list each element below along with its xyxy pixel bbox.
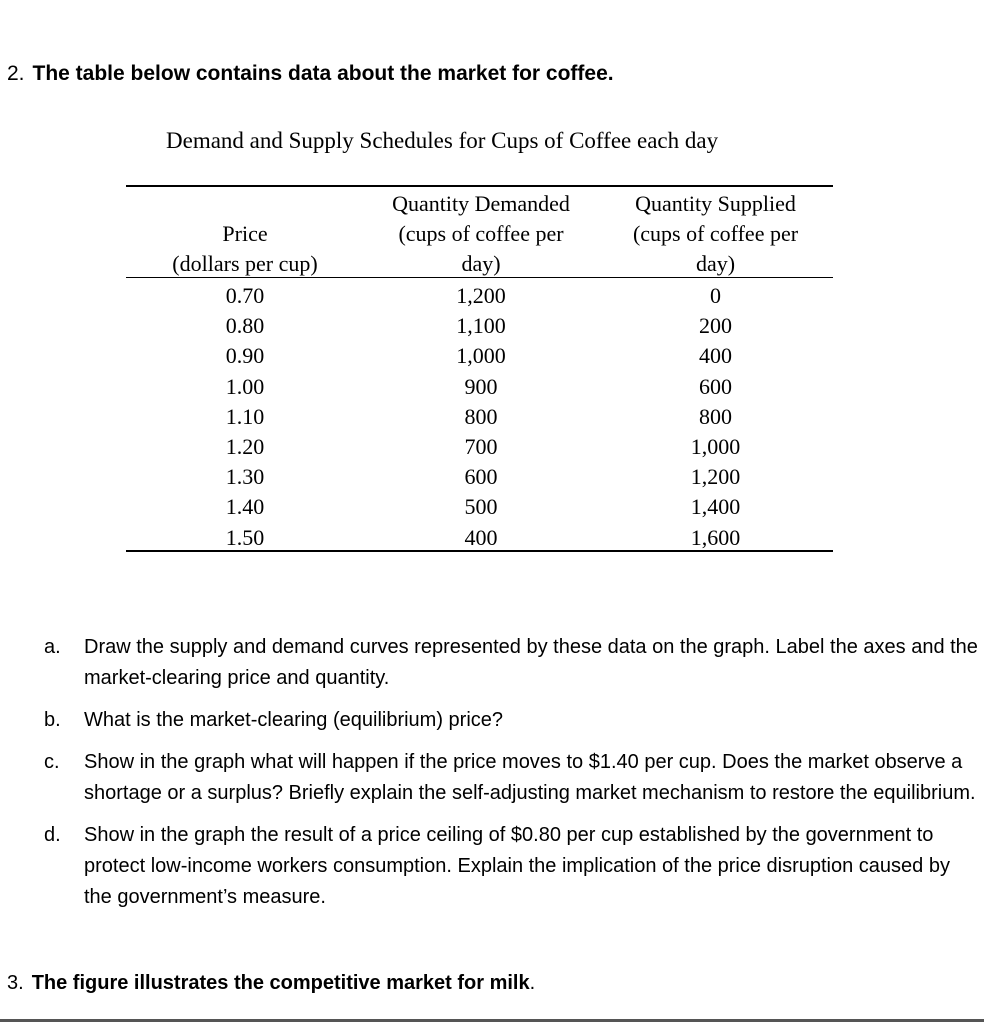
header-qs-line-2: (cups of coffee per <box>632 221 799 246</box>
question-number: 2. <box>7 62 25 85</box>
header-qd-line-3: day) <box>461 251 501 276</box>
header-qd-line-2: (cups of coffee per <box>398 221 564 246</box>
price-cell: 1.50 <box>225 524 265 550</box>
header-quantity-supplied <box>598 189 833 279</box>
header-qs-line-3: day) <box>695 251 736 276</box>
part-text: What is the market-clearing (equilibrium) price? <box>84 709 504 731</box>
qs-cell: 0 <box>710 283 721 308</box>
question-text: The table below contains data about the market for coffee. <box>32 62 614 85</box>
quantity-demanded-column <box>364 281 598 553</box>
header-qs-line-1: Quantity Supplied <box>635 191 796 216</box>
question-parts-list <box>44 632 979 924</box>
part-b <box>44 705 979 736</box>
quantity-supplied-column <box>598 281 833 553</box>
qd-cell: 1,100 <box>456 313 506 339</box>
table-top-rule <box>126 185 833 187</box>
price-cell: 1.00 <box>225 373 265 399</box>
qs-cell: 1,600 <box>690 524 741 550</box>
header-qd-line-1: Quantity Demanded <box>392 191 570 216</box>
qd-cell: 700 <box>464 433 498 459</box>
qs-cell: 400 <box>699 343 732 369</box>
qd-cell: 900 <box>464 373 498 399</box>
question-text: The figure illustrates the competitive market for milk <box>31 972 530 994</box>
table-title: Demand and Supply Schedules for Cups of Coffee each day <box>166 128 719 153</box>
qd-cell: 400 <box>464 524 498 550</box>
page-bottom-divider <box>0 1019 984 1022</box>
price-cell: 0.80 <box>225 313 265 339</box>
header-quantity-demanded <box>364 189 598 279</box>
price-column <box>126 281 364 553</box>
qd-cell: 500 <box>464 494 498 520</box>
qd-cell: 1,000 <box>456 343 506 369</box>
qs-cell: 200 <box>699 313 732 339</box>
part-text: Show in the graph the result of a price ceiling of $0.80 per cup established by the government to protect low-income workers consumption. Explain the implication of the price disruption caused by the government’s measure. <box>84 824 950 908</box>
part-label: c. <box>44 751 60 773</box>
part-label: b. <box>44 709 61 731</box>
part-d <box>44 820 979 913</box>
header-price-line-1: Price <box>222 221 268 246</box>
qs-cell: 600 <box>699 373 732 399</box>
question-2-heading <box>7 62 614 86</box>
question-number: 3. <box>7 972 24 994</box>
part-c <box>44 747 979 809</box>
header-price-line-2: (dollars per cup) <box>172 251 318 276</box>
qs-cell: 1,400 <box>690 494 741 520</box>
price-cell: 0.90 <box>225 343 265 369</box>
qs-cell: 800 <box>699 403 732 429</box>
qd-cell: 600 <box>464 464 498 490</box>
part-label: d. <box>44 824 61 846</box>
part-a <box>44 632 979 694</box>
question-period: . <box>529 972 536 994</box>
part-text: Draw the supply and demand curves represented by these data on the graph. Label the axes and the market-clearing price and quantity. <box>84 636 978 689</box>
qd-cell: 1,200 <box>456 283 506 308</box>
header-price <box>126 219 364 279</box>
price-cell: 1.30 <box>225 464 265 490</box>
part-label: a. <box>44 636 61 658</box>
qd-cell: 800 <box>464 403 498 429</box>
price-cell: 1.20 <box>225 433 265 459</box>
price-cell: 1.40 <box>225 494 265 520</box>
question-3-heading <box>7 972 535 995</box>
price-cell: 1.10 <box>225 403 265 429</box>
part-text: Show in the graph what will happen if the price moves to $1.40 per cup. Does the market observe a shortage or a surplus? Briefly explain the self-adjusting market mechanism to restore the equilibrium. <box>84 751 976 804</box>
qs-cell: 1,000 <box>690 433 741 459</box>
qs-cell: 1,200 <box>690 464 741 490</box>
price-cell: 0.70 <box>225 283 265 308</box>
